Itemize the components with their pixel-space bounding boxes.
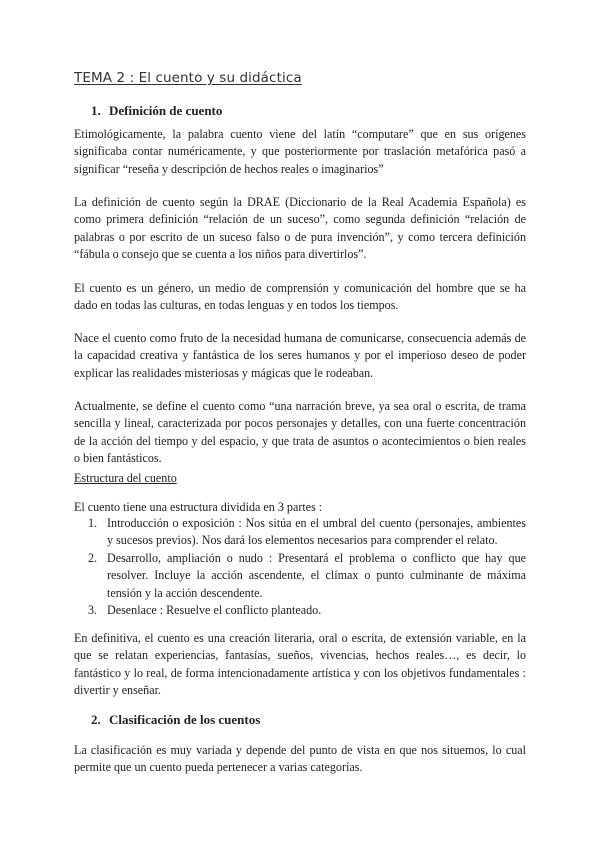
- subsection-title-structure: Estructura del cuento: [74, 471, 177, 485]
- list-item-number: 1.: [88, 516, 98, 530]
- list-item: [74, 515, 526, 550]
- list-item-text: Introducción o exposición : Nos sitúa en el umbral del cuento (personajes, ambientes y sucesos previos). Nos dará los elementos necesarios para comprender el relato.: [107, 516, 526, 548]
- list-item: [74, 602, 526, 619]
- section-number: 2.: [91, 712, 101, 727]
- structure-list: [74, 515, 526, 619]
- list-item-text: Desarrollo, ampliación o nudo : Presentará el problema o conflicto que hay que resolver. Incluye la acción ascendente, el clímax o punto culminante de máxima tensión y la acción descendente.: [107, 550, 526, 600]
- document-title: TEMA 2 : El cuento y su didáctica: [74, 70, 302, 86]
- list-item-text: Desenlace : Resuelve el conflicto planteado.: [107, 603, 322, 618]
- list-item-number: 2.: [88, 550, 98, 565]
- section-heading-definition: [91, 103, 222, 119]
- paragraph-classification: La clasificación es muy variada y depende del punto de vista en que nos situemos, lo cual permite que un cuento pueda pertenecer a varias categorías.: [74, 743, 526, 775]
- paragraph-current-definition: Actualmente, se define el cuento como “una narración breve, ya sea oral o escrita, de trama sencilla y lineal, caracterizada por pocos personajes y detalles, con una fuerte concentración de la acción del tiempo y del espacio, y que trata de asuntos o acontecimientos o bien reales o bien fantásticos.: [74, 399, 526, 466]
- paragraph-etymology: Etimológicamente, la palabra cuento viene del latín “computare” que en sus orígenes significaba contar numéricamente, y que posteriormente por traslación metafórica pasó a significar “reseña y descripción de hechos reales o imaginarios”: [74, 127, 526, 176]
- section-heading-classification: [91, 712, 260, 728]
- section-title: Clasificación de los cuentos: [109, 712, 261, 727]
- paragraph-genre: El cuento es un género, un medio de comprensión y comunicación del hombre que se ha dado en todas las culturas, en todas lenguas y en todos los tiempos.: [74, 281, 526, 313]
- list-item-number: 3.: [88, 603, 98, 618]
- section-number: 1.: [91, 103, 101, 118]
- section-title: Definición de cuento: [109, 103, 223, 118]
- paragraph-drae-definition: La definición de cuento según la DRAE (Diccionario de la Real Academia Española) es como primera definición “relación de un suceso”, como segunda definición “relación de palabras o por escrito de un suceso falso o de pura invención”, y como tercera definición “fábula o consejo que se cuenta a los niños para divertirlos”.: [74, 195, 526, 262]
- paragraph-origin: Nace el cuento como fruto de la necesidad humana de comunicarse, consecuencia además de la capacidad creativa y fantástica de los seres humanos y por el imperioso deseo de poder explicar las realidades misteriosas y mágicas que le rodeaban.: [74, 331, 526, 380]
- list-item: [74, 550, 526, 602]
- structure-intro: El cuento tiene una estructura dividida en 3 partes :: [74, 500, 323, 514]
- paragraph-conclusion: En definitiva, el cuento es una creación literaria, oral o escrita, de extensión variable, en la que se relatan experiencias, fantasías, sueños, vivencias, hechos reales…, es decir, lo fantástico y lo real, de forma intencionadamente artística y con los objetivos fundamentales : divertir y enseñar.: [74, 631, 526, 698]
